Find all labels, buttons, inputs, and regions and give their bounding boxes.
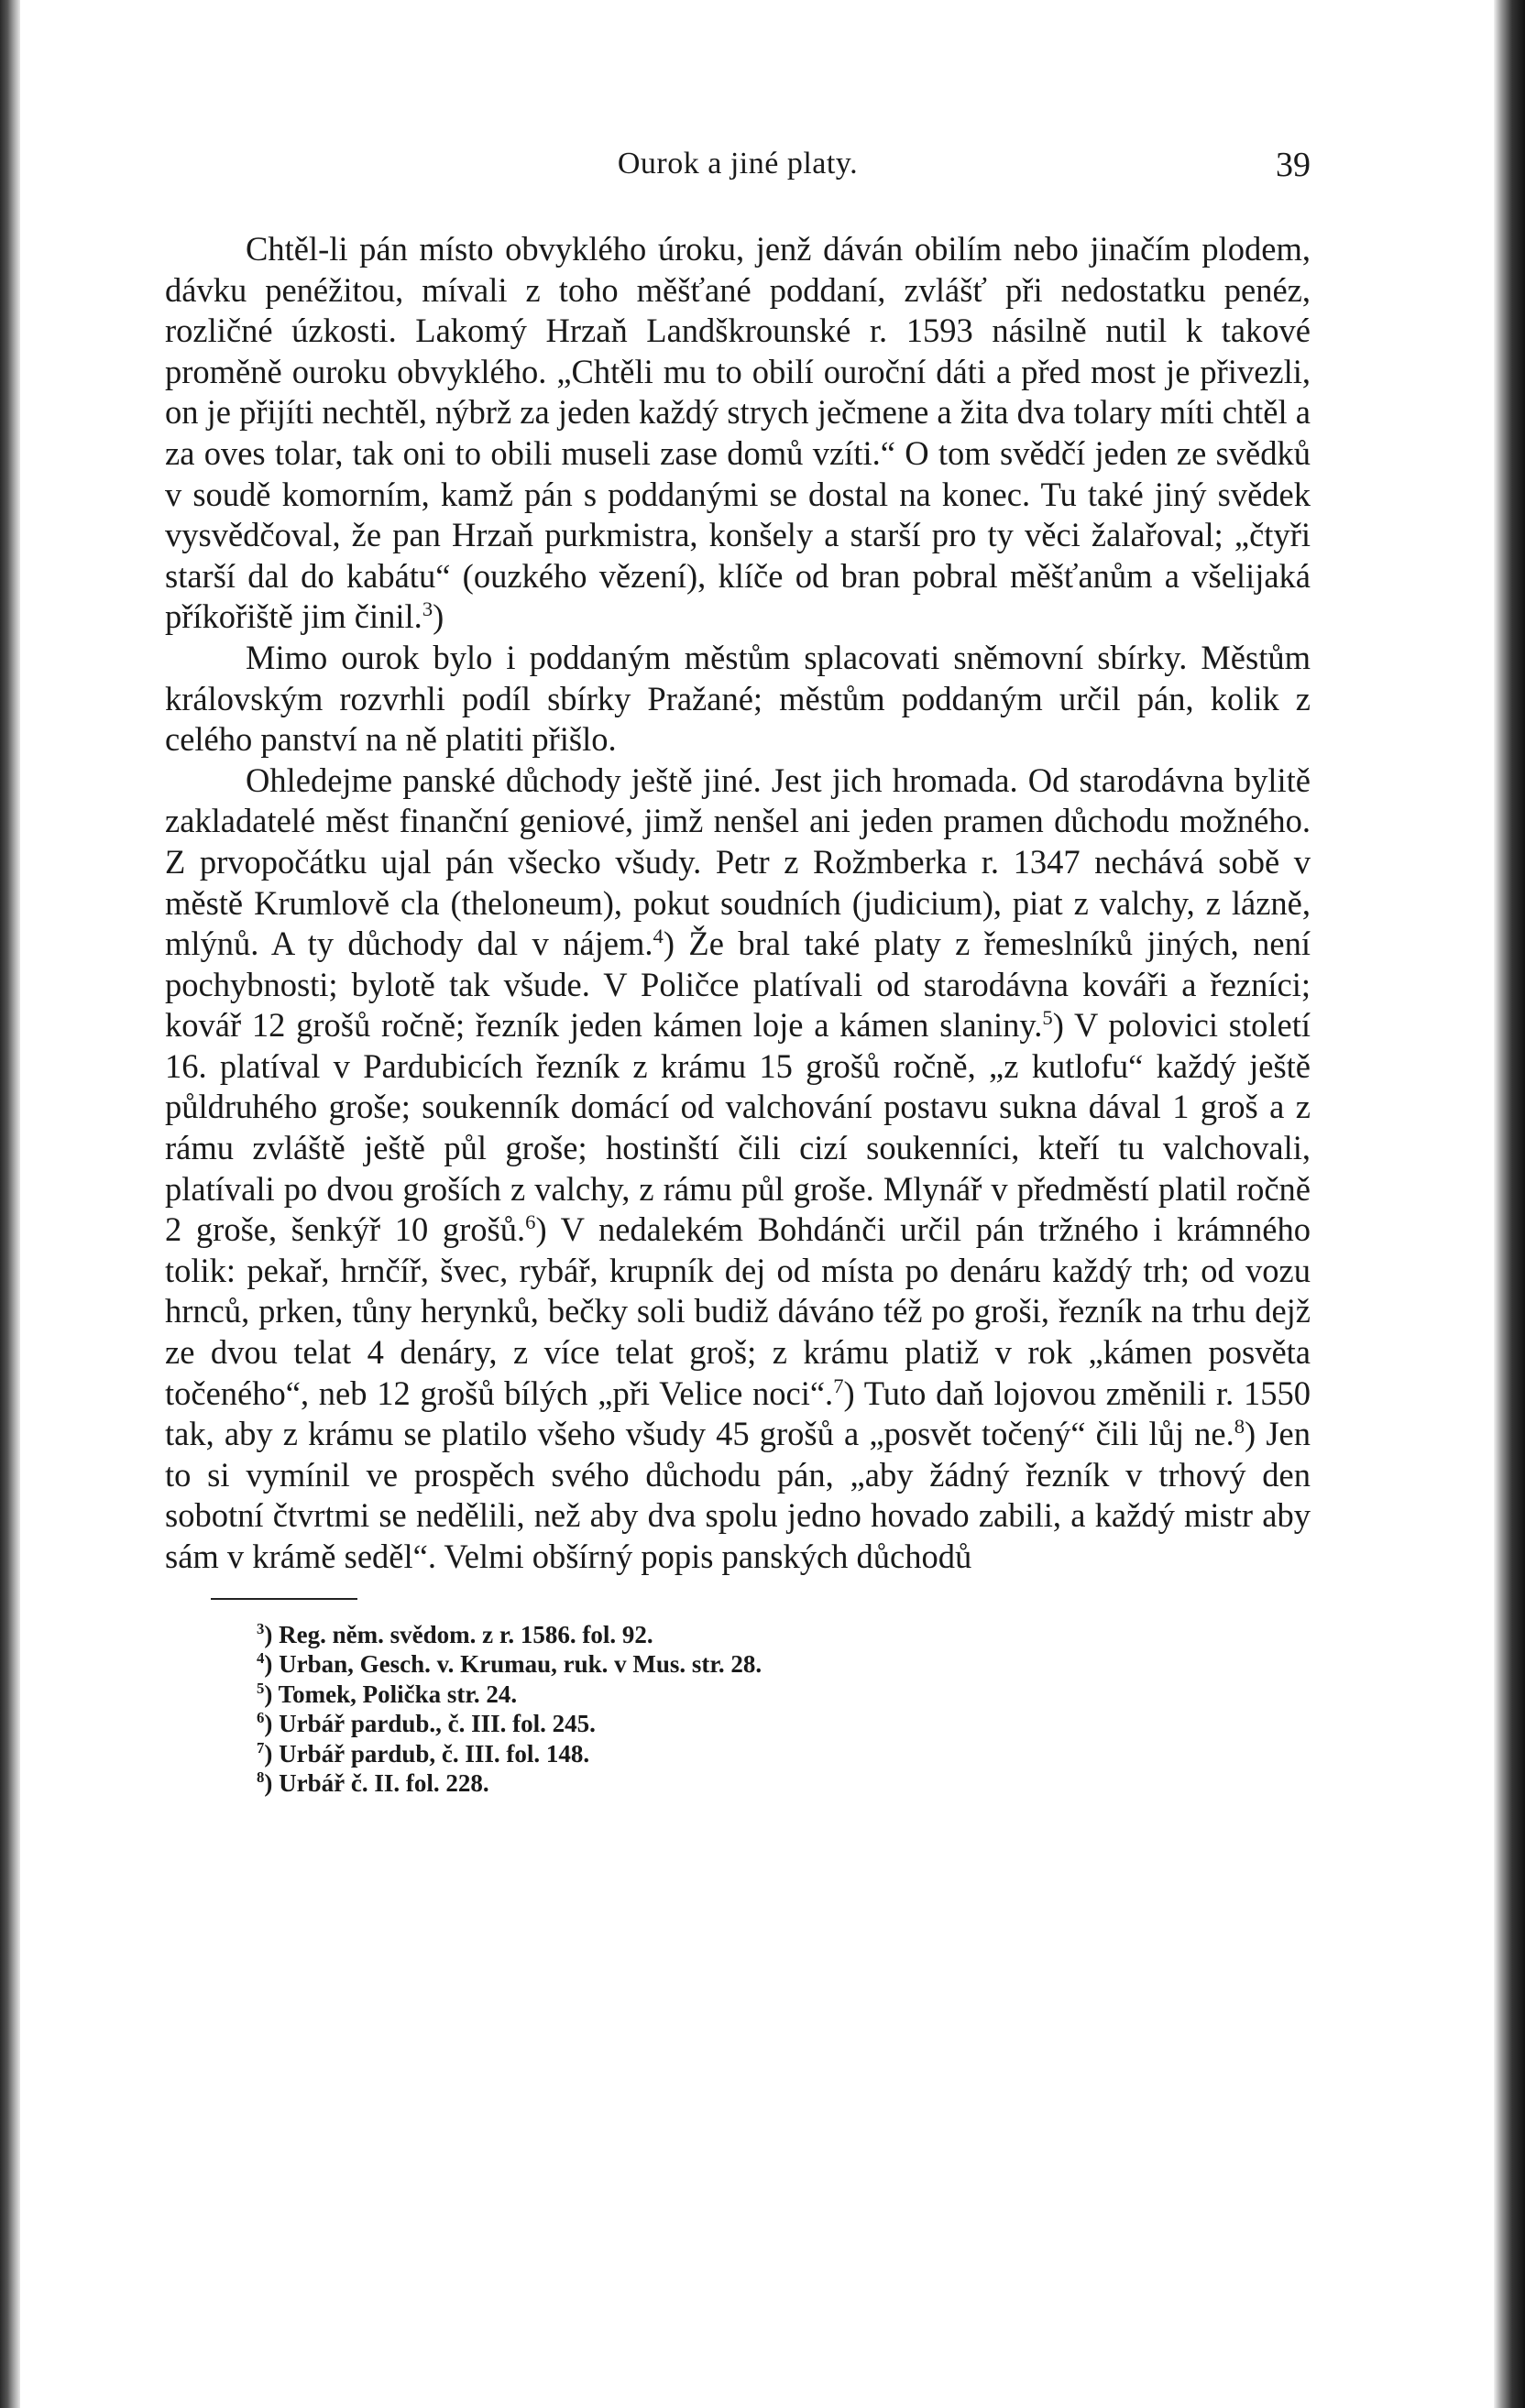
footnote [257,1739,1311,1769]
footnote-text: ) Tomek, Polička str. 24. [264,1680,518,1708]
footnote [257,1680,1311,1710]
running-head [165,137,1311,192]
footnote-reference: 3 [422,597,433,621]
footnote-reference: 4 [653,924,664,947]
running-title: Ourok a jiné platy. [617,147,859,181]
paragraph [165,229,1311,638]
text-run: Ohledejme panské důchody ještě jiné. Jest jich hromada. Od starodávna bylitě zakladatelé měst finanční geniové, jimž nenšel ani jeden pramen důchodu možného. Z prvopočátku ujal pán všecko všudy. Petr z Rožmberka r. 1347 nechává sobě v městě Krumlově cla (theloneum), pokut soudních (judicium), piat z valchy, z lázně, mlýnů. A ty důchody dal v nájem. [165,761,1311,963]
footnote-separator [211,1598,357,1600]
paragraph [165,761,1311,1578]
footnote-number: 5 [257,1679,265,1697]
footnote-reference: 7 [833,1374,844,1397]
page-number: 39 [1276,146,1311,184]
body-text [165,229,1311,1578]
footnote-reference: 6 [525,1210,536,1234]
text-run: ) V polovici století 16. platíval v Pardubicích řezník z krámu 15 grošů ročně, „z kutlofu“ každý ještě půldruhého groše; soukenník domácí od valchování postavu sukna dával 1 groš a z rámu zvláště ještě půl groše; hostinští čili cizí soukenníci, kteří tu valchovali, platívali po dvou groších z valchy, z rámu půl groše. Mlynář v předměstí platil ročně 2 groše, šenkýř 10 grošů. [165,1006,1311,1249]
footnote-text: ) Reg. něm. svědom. z r. 1586. fol. 92. [264,1620,653,1648]
footnote-reference: 8 [1234,1415,1245,1439]
footnote-text: ) Urban, Gesch. v. Krumau, ruk. v Mus. str. 28. [264,1650,762,1679]
text-run: ) Že bral také platy z řemeslníků jiných, není pochybnosti; bylotě tak všude. V Poličce platívali od starodávna kováři a řezníci; kovář 12 grošů ročně; řezník jeden kámen loje a kámen slaniny. [165,925,1311,1045]
footnote-number: 3 [257,1619,265,1637]
footnote-text: ) Urbář pardub, č. III. fol. 148. [264,1739,590,1768]
footnote [257,1649,1311,1680]
footnote-text: ) Urbář pardub., č. III. fol. 245. [264,1710,596,1738]
page-edge-shadow-left [0,0,20,2408]
book-page [165,137,1311,1799]
footnotes [257,1620,1311,1799]
footnote-text: ) Urbář č. II. fol. 228. [264,1769,489,1798]
footnote-number: 8 [257,1768,265,1787]
text-run: Chtěl-li pán místo obvyklého úroku, jenž dáván obilím nebo jinačím plodem, dávku penéžitou, mívali z toho měšťané poddaní, zvlášť při nedostatku penéz, rozličné úzkosti. Lakomý Hrzaň Landškrounské r. 1593 násilně nutil k takové proměně ouroku obvyklého. „Chtěli mu to obilí ouroční dáti a před most je přivezli, on je přijíti nechtěl, nýbrž za jeden každý strych ječmene a žita dva tolary míti chtěl a za oves tolar, tak oni to obili museli zase domů vzíti.“ O tom svědčí jeden ze svědků v soudě komorním, kamž pán s poddanými se dostal na konec. Tu také jiný svědek vysvědčoval, že pan Hrzaň purkmistra, konšely a starší pro ty věci žalařoval; „čtyři starší dal do kabátu“ (ouzkého vězení), klíče od bran pobral měšťanům a všelijaká příkořiště jim činil. [165,230,1311,636]
text-run: Mimo ourok bylo i poddaným městům splacovati sněmovní sbírky. Městům královským rozvrhli podíl sbírky Pražané; městům poddaným určil pán, kolik z celého panství na ně platiti přišlo. [165,638,1311,759]
footnote [257,1768,1311,1799]
footnote-number: 7 [257,1738,265,1757]
footnote-reference: 5 [1042,1006,1053,1030]
footnote-number: 6 [257,1709,265,1727]
footnote-number: 4 [257,1649,265,1668]
footnote [257,1709,1311,1739]
page-edge-shadow-right [1494,0,1525,2408]
text-run: ) Tuto daň lojovou změnili r. 1550 tak, aby z krámu se platilo všeho všudy 45 grošů a „posvět točený“ čili lůj ne. [165,1374,1311,1453]
text-run: ) V nedalekém Bohdánči určil pán tržného i krámného tolik: pekař, hrnčíř, švec, rybář, krupník dej od místa po denáru každý trh; od vozu hrnců, prken, tůny herynků, bečky soli budiž dáváno též po groši, řezník na trhu dejž ze dvou telat 4 denáry, z více telat groš; z krámu platiž v rok „kámen posvěta točeného“, neb 12 grošů bílých „při Velice noci“. [165,1210,1311,1412]
text-run: ) [433,597,444,636]
footnote [257,1620,1311,1650]
paragraph [165,638,1311,761]
text-run: ) Jen to si vymínil ve prospěch svého důchodu pán, „aby žádný řezník v trhový den sobotní čtvrtmi se nedělili, než aby dva spolu jedno hovado zabili, a každý mistr aby sám v krámě seděl“. Velmi obšírný popis panských důchodů [165,1415,1311,1575]
